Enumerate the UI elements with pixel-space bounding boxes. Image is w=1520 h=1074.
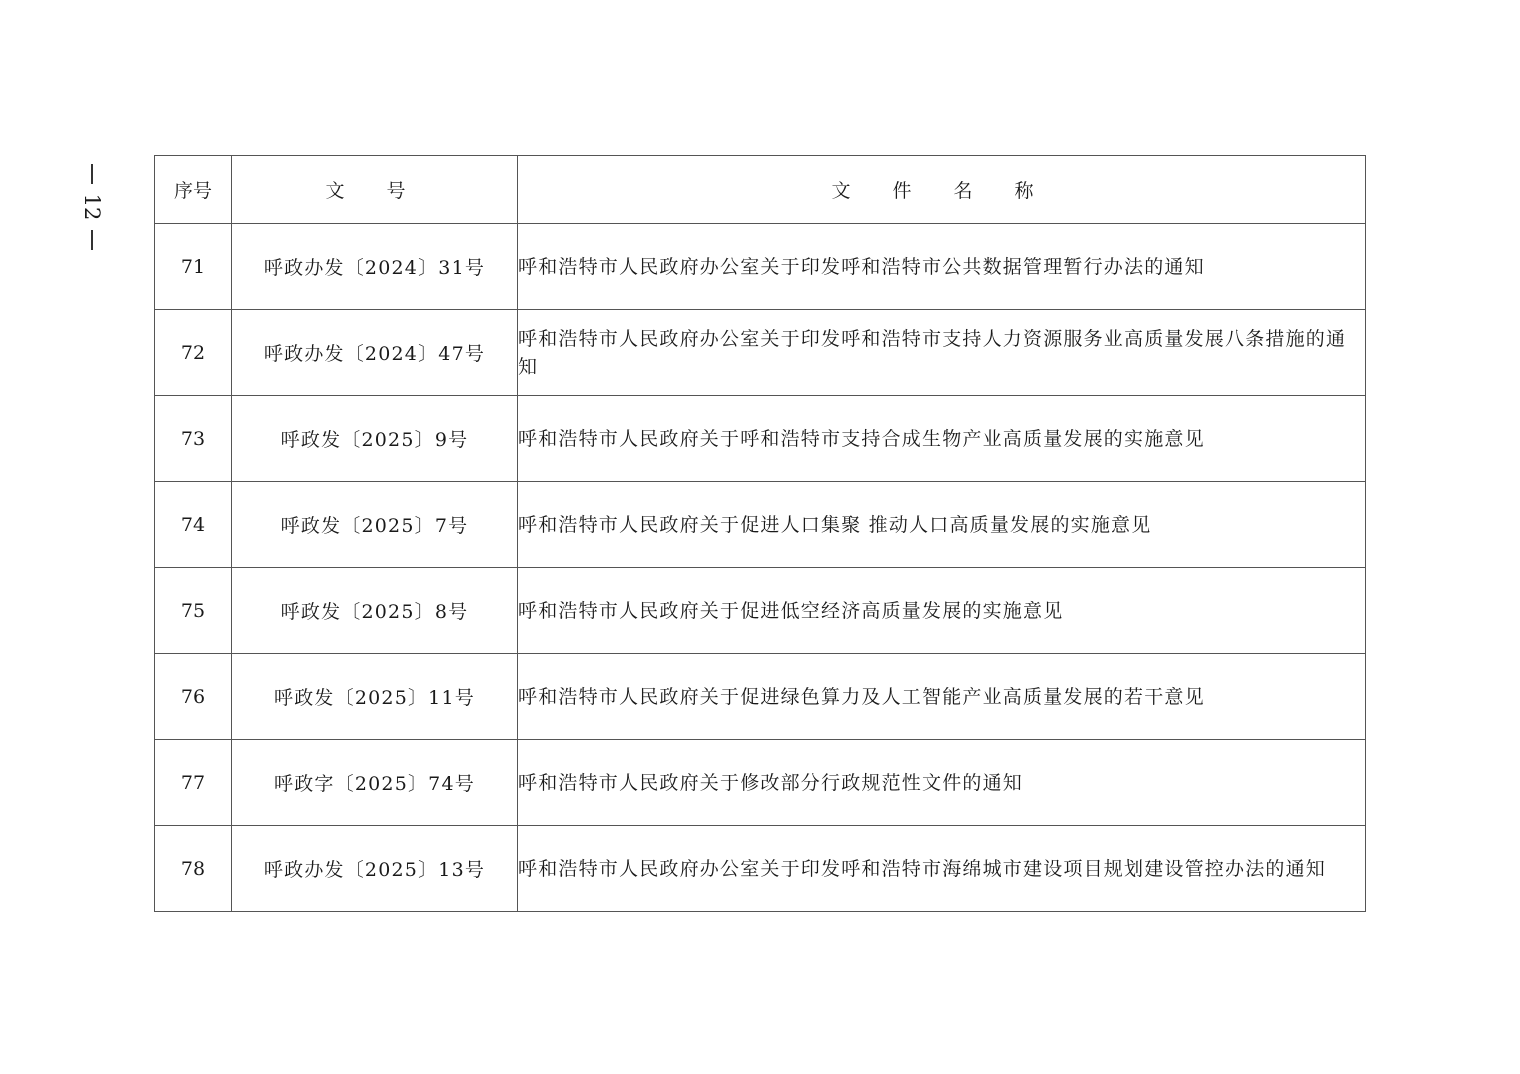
row-seq: 77 xyxy=(155,740,232,826)
row-seq: 74 xyxy=(155,482,232,568)
row-title: 呼和浩特市人民政府办公室关于印发呼和浩特市公共数据管理暂行办法的通知 xyxy=(518,224,1366,310)
header-title: 文 件 名 称 xyxy=(518,156,1366,224)
row-doc-no: 呼政字〔2025〕74号 xyxy=(232,740,518,826)
table-row xyxy=(155,482,1366,568)
row-seq: 73 xyxy=(155,396,232,482)
row-title: 呼和浩特市人民政府关于修改部分行政规范性文件的通知 xyxy=(518,740,1366,826)
row-doc-no: 呼政发〔2025〕8号 xyxy=(232,568,518,654)
table-row xyxy=(155,654,1366,740)
row-doc-no: 呼政办发〔2024〕47号 xyxy=(232,310,518,396)
table-row xyxy=(155,740,1366,826)
row-seq: 75 xyxy=(155,568,232,654)
table-row xyxy=(155,396,1366,482)
row-title: 呼和浩特市人民政府办公室关于印发呼和浩特市支持人力资源服务业高质量发展八条措施的通知 xyxy=(518,310,1366,396)
row-doc-no: 呼政发〔2025〕9号 xyxy=(232,396,518,482)
row-title: 呼和浩特市人民政府关于呼和浩特市支持合成生物产业高质量发展的实施意见 xyxy=(518,396,1366,482)
row-doc-no: 呼政发〔2025〕7号 xyxy=(232,482,518,568)
row-seq: 78 xyxy=(155,826,232,912)
page-number xyxy=(80,160,104,252)
table-row xyxy=(155,568,1366,654)
row-title: 呼和浩特市人民政府关于促进绿色算力及人工智能产业高质量发展的若干意见 xyxy=(518,654,1366,740)
row-doc-no: 呼政办发〔2025〕13号 xyxy=(232,826,518,912)
table-row xyxy=(155,826,1366,912)
row-title: 呼和浩特市人民政府关于促进人口集聚 推动人口高质量发展的实施意见 xyxy=(518,482,1366,568)
row-title: 呼和浩特市人民政府办公室关于印发呼和浩特市海绵城市建设项目规划建设管控办法的通知 xyxy=(518,826,1366,912)
page-number-dash-top xyxy=(91,164,93,184)
table-header-row xyxy=(155,156,1366,224)
table-row xyxy=(155,310,1366,396)
page-number-dash-bottom xyxy=(91,230,93,250)
header-seq: 序号 xyxy=(155,156,232,224)
row-title: 呼和浩特市人民政府关于促进低空经济高质量发展的实施意见 xyxy=(518,568,1366,654)
document-list-table xyxy=(154,155,1366,912)
header-doc-no: 文 号 xyxy=(232,156,518,224)
page-number-text: 12 xyxy=(80,193,104,221)
row-seq: 72 xyxy=(155,310,232,396)
table-row xyxy=(155,224,1366,310)
row-doc-no: 呼政发〔2025〕11号 xyxy=(232,654,518,740)
row-doc-no: 呼政办发〔2024〕31号 xyxy=(232,224,518,310)
row-seq: 71 xyxy=(155,224,232,310)
row-seq: 76 xyxy=(155,654,232,740)
